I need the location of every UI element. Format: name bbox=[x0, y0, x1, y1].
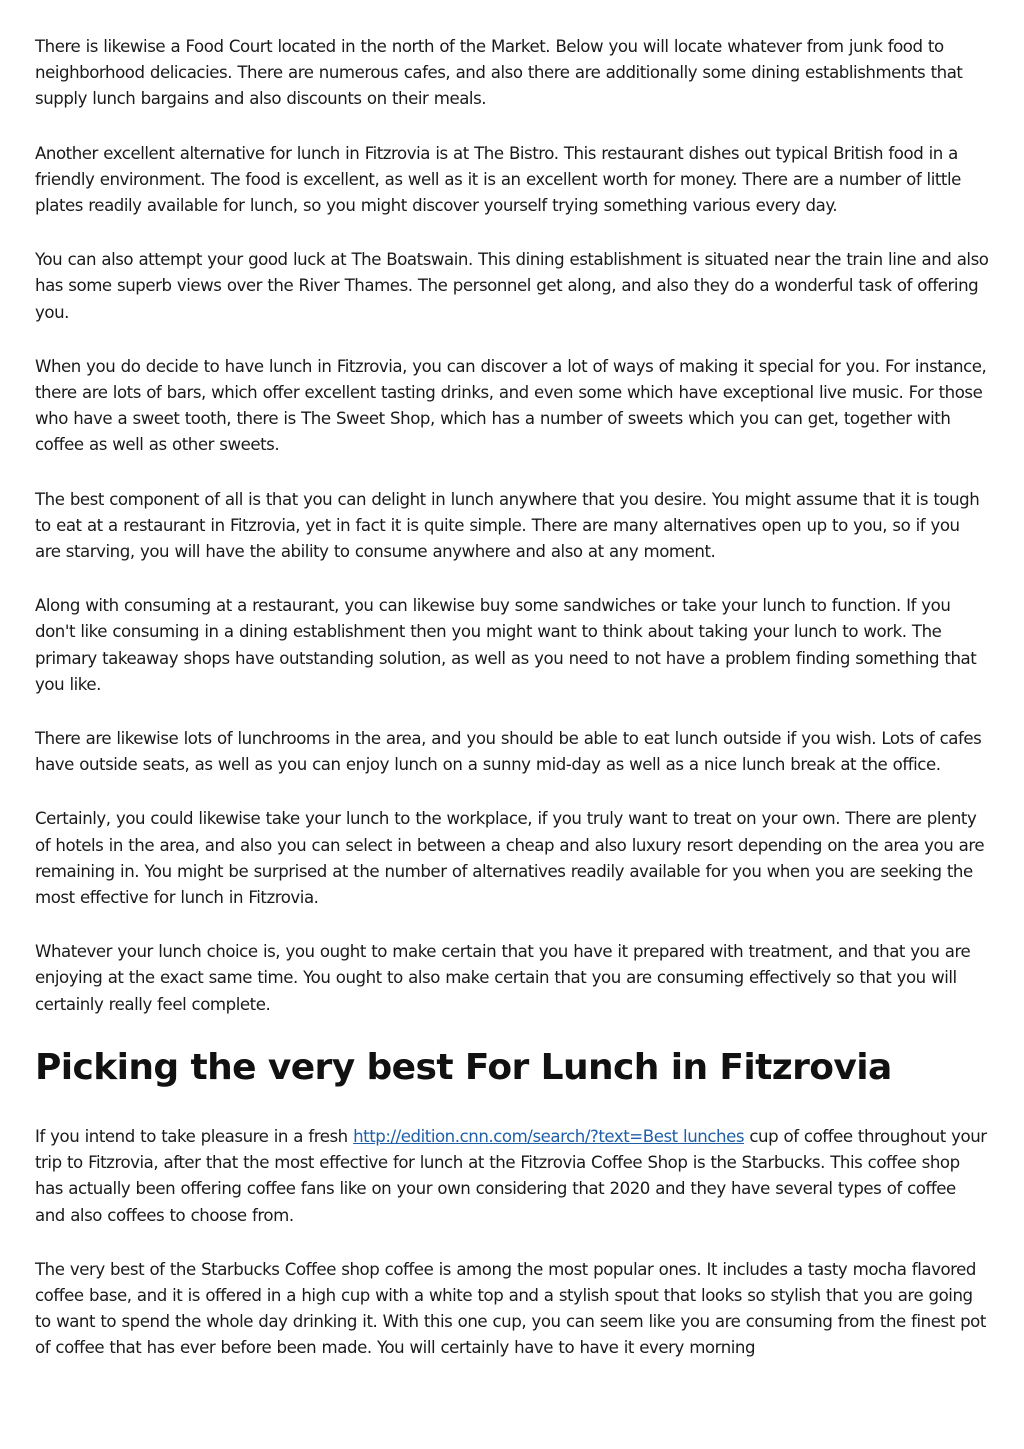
paragraph-starbucks: The very best of the Starbucks Coffee shop coffee is among the most popular ones. It includes a tasty mocha flavored coffee base, and it is offered in a high cup with a white top and a stylish spout that looks so stylish that you are going to want to spend the whole day drinking it. With this one cup, you can seem like you are consuming from the finest pot of coffee that has ever before been made. You will certainly have to have it every morning bbox=[35, 1259, 986, 1358]
link-paragraph-after-text: cup of coffee throughout your trip to Fitzrovia, after that the most effective for lunch at the Fitzrovia Coffee Shop is the Starbucks. This coffee shop has actually been offering coffee fans like on your own considering that 2020 and they have several types of coffee and also coffees to choose from. bbox=[35, 1126, 987, 1225]
paragraph-lunchrooms: There are likewise lots of lunchrooms in the area, and you should be able to eat lunch outside if you wish. Lots of cafes have outside seats, as well as you can enjoy lunch on a sunny mid-day as well as a nice lunch break at the office. bbox=[35, 729, 982, 775]
paragraph-special-lunch: When you do decide to have lunch in Fitzrovia, you can discover a lot of ways of making it special for you. For instance, there are lots of bars, which offer excellent tasting drinks, and even some which have exceptional live music. For those who have a sweet tooth, there is The Sweet Shop, which has a number of sweets which you can get, together with coffee as well as other sweets. bbox=[35, 356, 987, 455]
paragraph-boatswain: You can also attempt your good luck at The Boatswain. This dining establishment is situated near the train line and also has some superb views over the River Thames. The personnel get along, and also they do a wonderful task of offering you. bbox=[35, 250, 989, 322]
link-paragraph-before-text: If you intend to take pleasure in a fresh bbox=[35, 1126, 354, 1146]
paragraph-bistro: Another excellent alternative for lunch in Fitzrovia is at The Bistro. This restaurant dishes out typical British food in a friendly environment. The food is excellent, as well as it is an excellent worth for money. There are a number of little plates readily available for lunch, so you might discover yourself trying something various every day. bbox=[35, 143, 961, 216]
paragraph-takeaway: Along with consuming at a restaurant, you can likewise buy some sandwiches or take your lunch to function. If you don't like consuming in a dining establishment then you might want to think about taking your lunch to work. The primary takeaway shops have outstanding solution, as well as you need to not have a problem finding something that you like. bbox=[35, 596, 977, 694]
paragraph-food-court: There is likewise a Food Court located in the north of the Market. Below you will locate whatever from junk food to neighborhood delicacies. There are numerous cafes, and also there are additionally some dining establishments that supply lunch bargains and also discounts on their meals. bbox=[35, 37, 963, 109]
paragraph-lunch-choice: Whatever your lunch choice is, you ought to make certain that you have it prepared with treatment, and that you are enjoying at the exact same time. You ought to also make certain that you are consuming effectively so that you will certainly really feel complete. bbox=[35, 942, 971, 1014]
section-heading: Picking the very best For Lunch in Fitzrovia bbox=[35, 1046, 892, 1088]
paragraph-workplace: Certainly, you could likewise take your lunch to the workplace, if you truly want to treat on your own. There are plenty of hotels in the area, and also you can select in between a cheap and also luxury resort depending on the area you are remaining in. You might be surprised at the number of alternatives readily available for you when you are seeking the most effective for lunch in Fitzrovia. bbox=[35, 809, 985, 908]
cnn-search-link[interactable]: http://edition.cnn.com/search/?text=Best lunches bbox=[353, 1126, 745, 1146]
paragraph-lunch-anywhere: The best component of all is that you can delight in lunch anywhere that you desire. You might assume that it is tough to eat at a restaurant in Fitzrovia, yet in fact it is quite simple. There are many alternatives open up to you, so if you are starving, you will have the ability to consume anywhere and also at any moment. bbox=[35, 489, 980, 562]
paragraph-coffee-link bbox=[35, 1124, 990, 1229]
